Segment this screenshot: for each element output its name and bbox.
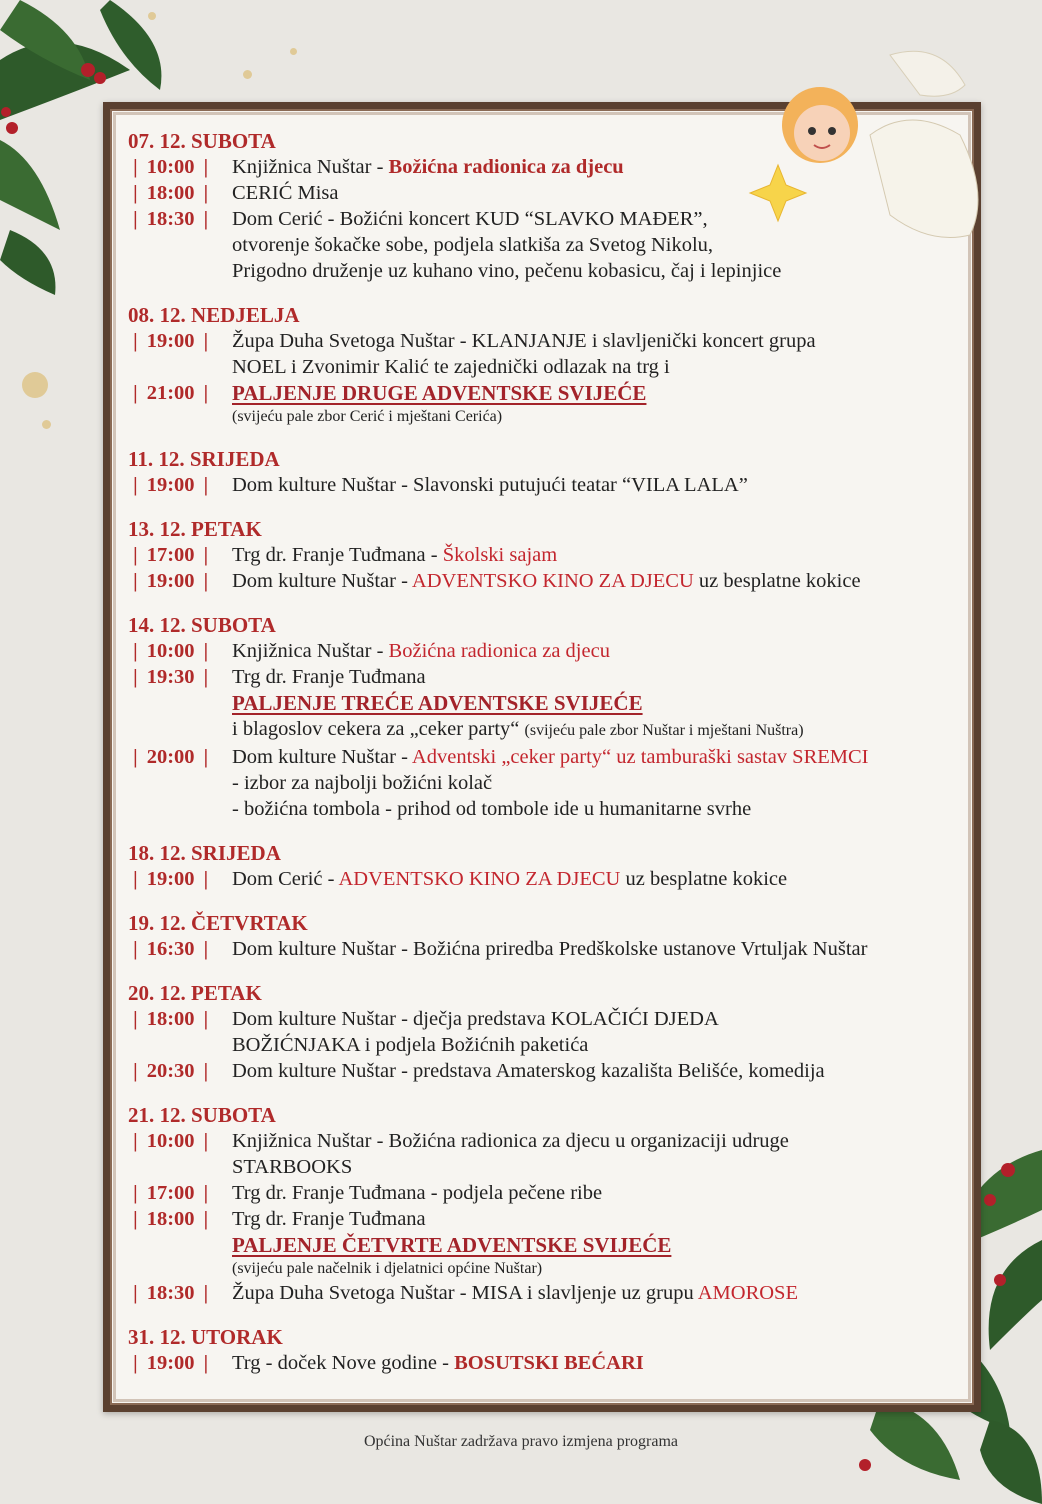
event-row <box>128 380 978 428</box>
text-fragment: Trg dr. Franje Tuđmana <box>232 1208 426 1230</box>
event-description <box>232 542 978 568</box>
event-row <box>128 1280 978 1306</box>
text-fragment: NOEL i Zvonimir Kalić te zajednički odlazak na trg i <box>232 356 670 378</box>
event-row <box>128 1128 978 1180</box>
text-fragment: Knjižnica Nuštar - <box>232 640 389 662</box>
description-line <box>232 1128 978 1154</box>
day-title: 08. 12. NEDJELJA <box>128 303 300 327</box>
description-line <box>232 542 978 568</box>
text-fragment: ADVENTSKO KINO ZA DJECU <box>411 570 694 592</box>
description-line <box>232 406 978 428</box>
event-time: | 10:00 | <box>128 640 209 662</box>
event-row <box>128 1206 978 1280</box>
text-fragment: Dom kulture Nuštar - Slavonski putujući teatar “VILA LALA” <box>232 474 748 496</box>
event-time: | 18:30 | <box>128 1282 209 1304</box>
text-fragment: Dom kulture Nuštar - <box>232 570 412 592</box>
text-fragment: Trg - doček Nove godine - <box>232 1352 455 1374</box>
event-row <box>128 568 978 594</box>
event-description <box>232 1128 978 1180</box>
day-title: 20. 12. PETAK <box>128 981 262 1005</box>
footer-note: Općina Nuštar zadržava pravo izmjena programa <box>363 1433 679 1450</box>
day-title: 18. 12. SRIJEDA <box>128 841 281 865</box>
event-time: | 20:30 | <box>128 1060 209 1082</box>
event-description <box>232 664 978 744</box>
event-description <box>232 380 978 428</box>
description-line <box>232 664 978 690</box>
event-description <box>232 1006 978 1058</box>
event-time: | 21:00 | <box>128 382 209 404</box>
text-fragment: BOŽIĆNJAKA i podjela Božićnih paketića <box>232 1034 589 1056</box>
event-description <box>232 1206 978 1280</box>
event-description <box>232 206 978 284</box>
day-title: 11. 12. SRIJEDA <box>128 447 280 471</box>
text-fragment: Trg dr. Franje Tuđmana <box>232 666 426 688</box>
event-row <box>128 638 978 664</box>
text-fragment: Trg dr. Franje Tuđmana - podjela pečene ribe <box>232 1182 603 1204</box>
description-line <box>232 1032 978 1058</box>
text-fragment: Adventski „ceker party“ uz tamburaški sastav SREMCI <box>411 746 869 768</box>
schedule <box>128 128 978 1394</box>
event-description <box>232 328 978 380</box>
event-time: | 20:00 | <box>128 746 209 768</box>
event-row <box>128 180 978 206</box>
event-time: | 18:30 | <box>128 208 209 230</box>
description-line <box>232 154 978 180</box>
event-description <box>232 866 978 892</box>
day-block <box>128 910 978 962</box>
event-description <box>232 936 978 962</box>
day-title: 07. 12. SUBOTA <box>128 129 276 153</box>
description-line <box>232 1206 978 1232</box>
event-description <box>232 1058 978 1084</box>
text-fragment: STARBOOKS <box>232 1156 353 1178</box>
description-line <box>232 1006 978 1032</box>
day-block <box>128 446 978 498</box>
description-line <box>232 180 978 206</box>
event-time: | 10:00 | <box>128 156 209 178</box>
text-fragment: PALJENJE TREĆE ADVENTSKE SVIJEĆE <box>232 691 643 715</box>
event-row <box>128 744 978 822</box>
event-row <box>128 154 978 180</box>
event-description <box>232 180 978 206</box>
event-time: | 18:00 | <box>128 1208 209 1230</box>
description-line <box>232 472 978 498</box>
text-fragment: Božićna radionica za djecu <box>388 156 624 178</box>
text-fragment: (svijeću pale zbor Cerić i mještani Cerića) <box>232 408 503 425</box>
event-row <box>128 542 978 568</box>
description-line <box>232 1350 978 1376</box>
description-line <box>232 1258 978 1280</box>
event-description <box>232 568 978 594</box>
highlight-title <box>232 1232 978 1258</box>
text-fragment: Prigodno druženje uz kuhano vino, pečenu kobasicu, čaj i lepinjice <box>232 260 782 282</box>
event-row <box>128 664 978 744</box>
event-row <box>128 472 978 498</box>
day-block <box>128 516 978 594</box>
description-line <box>232 770 978 796</box>
text-fragment: Dom kulture Nuštar - predstava Amaterskog kazališta Belišće, komedija <box>232 1060 825 1082</box>
event-description <box>232 1180 978 1206</box>
text-fragment: ADVENTSKO KINO ZA DJECU <box>338 868 621 890</box>
text-fragment: Dom Cerić - <box>232 868 339 890</box>
day-block <box>128 980 978 1084</box>
event-time: | 17:00 | <box>128 1182 209 1204</box>
event-time: | 19:30 | <box>128 666 209 688</box>
day-block <box>128 840 978 892</box>
event-row <box>128 936 978 962</box>
highlight-title <box>232 690 978 716</box>
event-time: | 19:00 | <box>128 330 209 352</box>
day-block <box>128 1102 978 1306</box>
text-fragment: Božićna radionica za djecu <box>388 640 610 662</box>
text-fragment: AMOROSE <box>697 1282 798 1304</box>
event-time: | 10:00 | <box>128 1130 209 1152</box>
text-fragment: Dom kulture Nuštar - <box>232 746 412 768</box>
text-fragment: PALJENJE ČETVRTE ADVENTSKE SVIJEĆE <box>232 1233 672 1257</box>
event-time: | 18:00 | <box>128 182 209 204</box>
description-line <box>232 354 978 380</box>
description-line <box>232 1280 978 1306</box>
event-time: | 19:00 | <box>128 474 209 496</box>
text-fragment: - izbor za najbolji božićni kolač <box>232 772 493 794</box>
day-title: 21. 12. SUBOTA <box>128 1103 276 1127</box>
text-fragment: PALJENJE DRUGE ADVENTSKE SVIJEĆE <box>232 381 647 405</box>
event-row <box>128 206 978 284</box>
text-fragment: Dom kulture Nuštar - Božićna priredba Predškolske ustanove Vrtuljak Nuštar <box>232 938 868 960</box>
text-fragment: otvorenje šokačke sobe, podjela slatkiša za Svetog Nikolu, <box>232 234 714 256</box>
text-fragment: i blagoslov cekera za „ceker party“ <box>232 718 525 740</box>
text-fragment: uz besplatne kokice <box>620 868 788 890</box>
description-line <box>232 796 978 822</box>
day-block <box>128 302 978 428</box>
description-line <box>232 206 978 232</box>
event-description <box>232 638 978 664</box>
text-fragment: Knjižnica Nuštar - <box>232 156 389 178</box>
event-time: | 19:00 | <box>128 1352 209 1374</box>
description-line <box>232 232 978 258</box>
event-time: | 18:00 | <box>128 1008 209 1030</box>
description-line <box>232 328 978 354</box>
description-line <box>232 1154 978 1180</box>
description-line <box>232 1180 978 1206</box>
event-row <box>128 1180 978 1206</box>
event-time: | 19:00 | <box>128 570 209 592</box>
description-line <box>232 568 978 594</box>
text-fragment: - božićna tombola - prihod od tombole ide u humanitarne svrhe <box>232 798 752 820</box>
event-row <box>128 328 978 380</box>
text-fragment: (svijeću pale načelnik i djelatnici općine Nuštar) <box>232 1260 543 1277</box>
day-title: 13. 12. PETAK <box>128 517 262 541</box>
text-fragment: Školski sajam <box>442 544 558 566</box>
description-line <box>232 1058 978 1084</box>
description-line <box>232 716 978 744</box>
day-title: 14. 12. SUBOTA <box>128 613 276 637</box>
day-title: 31. 12. UTORAK <box>128 1325 283 1349</box>
text-fragment: Dom Cerić - Božićni koncert KUD “SLAVKO MAĐER”, <box>232 208 708 230</box>
event-time: | 16:30 | <box>128 938 209 960</box>
text-fragment: Dom kulture Nuštar - dječja predstava KOLAČIĆI DJEDA <box>232 1008 719 1030</box>
text-fragment: Župa Duha Svetoga Nuštar - MISA i slavljenje uz grupu <box>232 1282 698 1304</box>
event-description <box>232 1280 978 1306</box>
day-block <box>128 128 978 284</box>
text-fragment: Župa Duha Svetoga Nuštar - KLANJANJE i slavljenički koncert grupa <box>232 330 816 352</box>
event-time: | 17:00 | <box>128 544 209 566</box>
text-fragment: uz besplatne kokice <box>693 570 861 592</box>
event-row <box>128 1006 978 1058</box>
text-fragment: (svijeću pale zbor Nuštar i mještani Nuštra) <box>524 722 804 739</box>
event-description <box>232 472 978 498</box>
description-line <box>232 744 978 770</box>
event-description <box>232 154 978 180</box>
text-fragment: BOSUTSKI BEĆARI <box>454 1352 644 1374</box>
text-fragment: Trg dr. Franje Tuđmana - <box>232 544 443 566</box>
event-row <box>128 866 978 892</box>
description-line <box>232 936 978 962</box>
description-line <box>232 866 978 892</box>
highlight-title <box>232 380 978 406</box>
day-block <box>128 612 978 822</box>
day-title: 19. 12. ČETVRTAK <box>128 911 308 935</box>
text-fragment: CERIĆ Misa <box>232 182 339 204</box>
description-line <box>232 258 978 284</box>
event-row <box>128 1058 978 1084</box>
text-fragment: Knjižnica Nuštar - Božićna radionica za djecu u organizaciji udruge <box>232 1130 789 1152</box>
event-row <box>128 1350 978 1376</box>
event-description <box>232 744 978 822</box>
day-block <box>128 1324 978 1376</box>
event-time: | 19:00 | <box>128 868 209 890</box>
event-description <box>232 1350 978 1376</box>
description-line <box>232 638 978 664</box>
